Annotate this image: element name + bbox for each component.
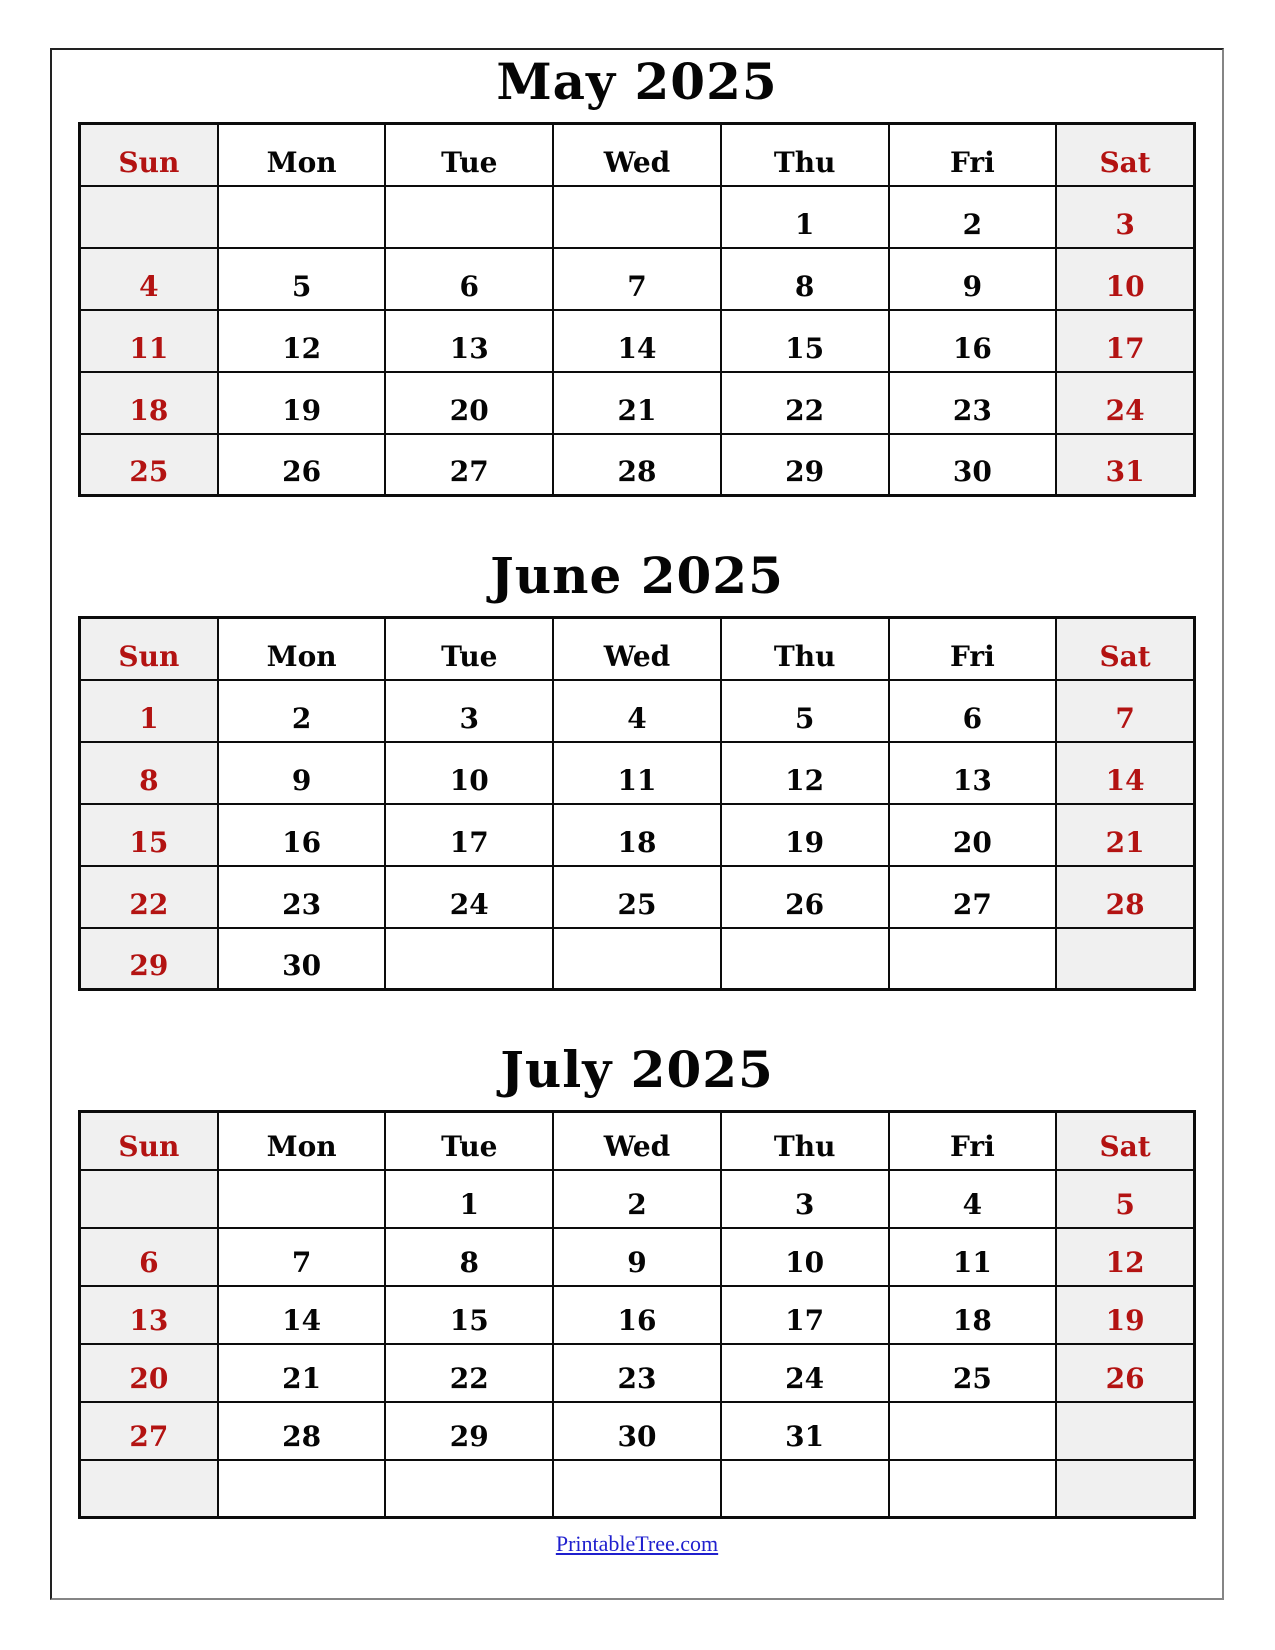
day-cell-23: 23 — [553, 1344, 721, 1402]
day-cell-13: 13 — [385, 310, 553, 372]
day-cell-empty — [218, 1460, 386, 1518]
week-row — [80, 928, 1195, 990]
week-row — [80, 1228, 1195, 1286]
day-cell-9: 9 — [553, 1228, 721, 1286]
day-cell-30: 30 — [889, 434, 1057, 496]
footer — [78, 1531, 1196, 1557]
day-cell-empty — [553, 186, 721, 248]
day-header-row — [80, 618, 1195, 680]
day-cell-8: 8 — [721, 248, 889, 310]
day-cell-8: 8 — [385, 1228, 553, 1286]
day-cell-9: 9 — [889, 248, 1057, 310]
day-cell-15: 15 — [385, 1286, 553, 1344]
week-row — [80, 310, 1195, 372]
day-header-tue: Tue — [385, 618, 553, 680]
day-cell-4: 4 — [80, 248, 218, 310]
day-cell-25: 25 — [80, 434, 218, 496]
day-header-sat: Sat — [1056, 124, 1194, 186]
day-cell-10: 10 — [385, 742, 553, 804]
day-cell-6: 6 — [889, 680, 1057, 742]
day-cell-13: 13 — [80, 1286, 218, 1344]
day-cell-26: 26 — [721, 866, 889, 928]
day-cell-4: 4 — [553, 680, 721, 742]
day-cell-11: 11 — [889, 1228, 1057, 1286]
day-cell-28: 28 — [553, 434, 721, 496]
week-row — [80, 742, 1195, 804]
day-cell-12: 12 — [721, 742, 889, 804]
day-cell-14: 14 — [553, 310, 721, 372]
day-cell-20: 20 — [80, 1344, 218, 1402]
week-row — [80, 866, 1195, 928]
day-cell-16: 16 — [889, 310, 1057, 372]
week-row — [80, 434, 1195, 496]
calendar-title: June 2025 — [490, 546, 784, 605]
day-cell-29: 29 — [385, 1402, 553, 1460]
day-header-sat: Sat — [1056, 618, 1194, 680]
day-cell-empty — [80, 1460, 218, 1518]
calendar-table — [78, 616, 1196, 991]
calendar-title: July 2025 — [500, 1040, 774, 1099]
day-cell-1: 1 — [721, 186, 889, 248]
day-cell-5: 5 — [218, 248, 386, 310]
day-cell-22: 22 — [385, 1344, 553, 1402]
day-cell-31: 31 — [1056, 434, 1194, 496]
day-header-thu: Thu — [721, 618, 889, 680]
day-cell-14: 14 — [1056, 742, 1194, 804]
day-cell-16: 16 — [218, 804, 386, 866]
day-cell-7: 7 — [218, 1228, 386, 1286]
week-row — [80, 186, 1195, 248]
day-cell-empty — [553, 1460, 721, 1518]
day-cell-17: 17 — [721, 1286, 889, 1344]
calendar-list — [78, 52, 1196, 1519]
day-header-mon: Mon — [218, 618, 386, 680]
day-cell-7: 7 — [553, 248, 721, 310]
day-cell-22: 22 — [721, 372, 889, 434]
day-header-sat: Sat — [1056, 1112, 1194, 1170]
week-row — [80, 1170, 1195, 1228]
day-cell-8: 8 — [80, 742, 218, 804]
week-row — [80, 1286, 1195, 1344]
calendar-may-2025 — [78, 52, 1196, 497]
day-cell-empty — [1056, 1460, 1194, 1518]
day-cell-17: 17 — [385, 804, 553, 866]
day-cell-12: 12 — [1056, 1228, 1194, 1286]
day-cell-21: 21 — [1056, 804, 1194, 866]
day-cell-20: 20 — [889, 804, 1057, 866]
day-cell-empty — [889, 1402, 1057, 1460]
day-cell-3: 3 — [385, 680, 553, 742]
calendar-july-2025 — [78, 1040, 1196, 1519]
day-cell-27: 27 — [80, 1402, 218, 1460]
calendar-title: May 2025 — [496, 52, 778, 111]
calendar-table — [78, 122, 1196, 497]
page-frame — [50, 48, 1224, 1600]
day-cell-24: 24 — [385, 866, 553, 928]
day-header-sun: Sun — [80, 1112, 218, 1170]
day-cell-18: 18 — [889, 1286, 1057, 1344]
day-cell-29: 29 — [721, 434, 889, 496]
day-header-sun: Sun — [80, 124, 218, 186]
day-cell-2: 2 — [218, 680, 386, 742]
day-cell-5: 5 — [721, 680, 889, 742]
day-cell-empty — [385, 1460, 553, 1518]
week-row — [80, 248, 1195, 310]
week-row — [80, 804, 1195, 866]
week-row — [80, 680, 1195, 742]
day-cell-11: 11 — [553, 742, 721, 804]
footer-link[interactable]: PrintableTree.com — [555, 1531, 719, 1556]
day-cell-24: 24 — [721, 1344, 889, 1402]
week-row — [80, 1344, 1195, 1402]
day-cell-3: 3 — [1056, 186, 1194, 248]
day-cell-28: 28 — [1056, 866, 1194, 928]
day-cell-empty — [218, 186, 386, 248]
day-header-thu: Thu — [721, 124, 889, 186]
day-cell-30: 30 — [218, 928, 386, 990]
day-header-fri: Fri — [889, 124, 1057, 186]
day-cell-empty — [721, 1460, 889, 1518]
day-cell-2: 2 — [553, 1170, 721, 1228]
day-cell-21: 21 — [218, 1344, 386, 1402]
day-cell-23: 23 — [889, 372, 1057, 434]
day-cell-28: 28 — [218, 1402, 386, 1460]
day-header-wed: Wed — [553, 618, 721, 680]
day-cell-26: 26 — [1056, 1344, 1194, 1402]
day-cell-20: 20 — [385, 372, 553, 434]
day-header-mon: Mon — [218, 124, 386, 186]
day-cell-16: 16 — [553, 1286, 721, 1344]
day-cell-11: 11 — [80, 310, 218, 372]
day-header-wed: Wed — [553, 1112, 721, 1170]
day-cell-3: 3 — [721, 1170, 889, 1228]
day-header-fri: Fri — [889, 618, 1057, 680]
day-cell-17: 17 — [1056, 310, 1194, 372]
day-cell-23: 23 — [218, 866, 386, 928]
day-cell-empty — [721, 928, 889, 990]
day-cell-1: 1 — [80, 680, 218, 742]
day-cell-19: 19 — [1056, 1286, 1194, 1344]
day-cell-15: 15 — [721, 310, 889, 372]
day-cell-2: 2 — [889, 186, 1057, 248]
day-cell-5: 5 — [1056, 1170, 1194, 1228]
day-cell-24: 24 — [1056, 372, 1194, 434]
day-cell-18: 18 — [80, 372, 218, 434]
day-header-row — [80, 1112, 1195, 1170]
day-cell-19: 19 — [721, 804, 889, 866]
day-cell-14: 14 — [218, 1286, 386, 1344]
day-cell-10: 10 — [721, 1228, 889, 1286]
day-cell-29: 29 — [80, 928, 218, 990]
day-cell-9: 9 — [218, 742, 386, 804]
day-cell-13: 13 — [889, 742, 1057, 804]
day-cell-27: 27 — [889, 866, 1057, 928]
day-cell-empty — [218, 1170, 386, 1228]
day-cell-10: 10 — [1056, 248, 1194, 310]
calendar-june-2025 — [78, 546, 1196, 991]
week-row — [80, 372, 1195, 434]
day-cell-27: 27 — [385, 434, 553, 496]
day-cell-empty — [1056, 1402, 1194, 1460]
day-cell-31: 31 — [721, 1402, 889, 1460]
week-row — [80, 1460, 1195, 1518]
day-cell-25: 25 — [553, 866, 721, 928]
day-cell-7: 7 — [1056, 680, 1194, 742]
day-cell-empty — [1056, 928, 1194, 990]
day-cell-6: 6 — [385, 248, 553, 310]
day-header-fri: Fri — [889, 1112, 1057, 1170]
day-cell-4: 4 — [889, 1170, 1057, 1228]
day-cell-18: 18 — [553, 804, 721, 866]
day-cell-empty — [553, 928, 721, 990]
day-cell-30: 30 — [553, 1402, 721, 1460]
week-row — [80, 1402, 1195, 1460]
day-header-thu: Thu — [721, 1112, 889, 1170]
day-cell-empty — [80, 186, 218, 248]
day-cell-empty — [80, 1170, 218, 1228]
day-cell-12: 12 — [218, 310, 386, 372]
day-cell-21: 21 — [553, 372, 721, 434]
day-header-wed: Wed — [553, 124, 721, 186]
day-header-sun: Sun — [80, 618, 218, 680]
day-cell-empty — [889, 1460, 1057, 1518]
day-header-row — [80, 124, 1195, 186]
day-header-tue: Tue — [385, 1112, 553, 1170]
day-cell-empty — [385, 928, 553, 990]
day-cell-empty — [889, 928, 1057, 990]
day-cell-empty — [385, 186, 553, 248]
day-cell-26: 26 — [218, 434, 386, 496]
day-cell-15: 15 — [80, 804, 218, 866]
day-cell-6: 6 — [80, 1228, 218, 1286]
calendar-table — [78, 1110, 1196, 1519]
day-cell-25: 25 — [889, 1344, 1057, 1402]
day-cell-19: 19 — [218, 372, 386, 434]
day-header-tue: Tue — [385, 124, 553, 186]
day-header-mon: Mon — [218, 1112, 386, 1170]
day-cell-22: 22 — [80, 866, 218, 928]
day-cell-1: 1 — [385, 1170, 553, 1228]
